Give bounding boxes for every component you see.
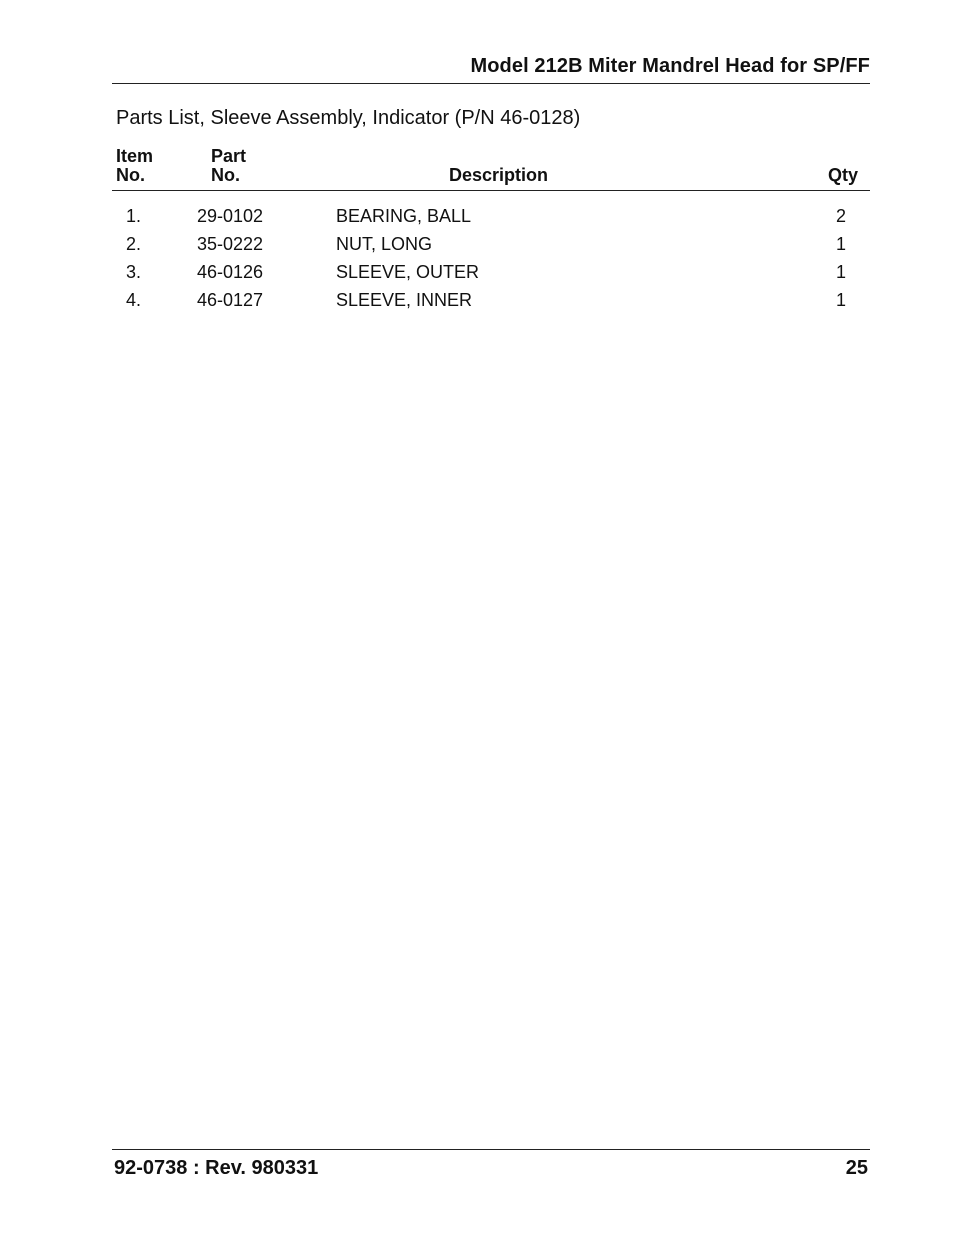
part-number: 35-0222 xyxy=(197,234,264,254)
part-description: NUT, LONG xyxy=(336,234,433,254)
part-number: 29-0102 xyxy=(197,206,264,226)
part-description: BEARING, BALL xyxy=(336,206,472,226)
page-footer xyxy=(112,1149,870,1183)
part-quantity: 1 xyxy=(835,234,846,254)
page-header xyxy=(112,55,870,84)
column-header-qty: Qty xyxy=(827,165,858,185)
table-row xyxy=(112,232,870,260)
item-number: 4. xyxy=(126,290,142,310)
parts-list-title: Parts List, Sleeve Assembly, Indicator (P/N 46-0128) xyxy=(116,107,581,129)
document-revision: 92-0738 : Rev. 980331 xyxy=(114,1157,319,1179)
part-quantity: 2 xyxy=(835,206,846,226)
page-number: 25 xyxy=(845,1157,868,1179)
parts-table-body xyxy=(112,204,870,316)
part-description: SLEEVE, OUTER xyxy=(336,262,480,282)
item-number: 3. xyxy=(126,262,142,282)
column-header-item-line2: No. xyxy=(116,165,145,185)
parts-table-header xyxy=(112,145,870,191)
column-header-description: Description xyxy=(449,165,549,185)
table-row xyxy=(112,260,870,288)
column-header-item-no xyxy=(116,147,153,185)
column-header-part-line1: Part xyxy=(211,146,247,166)
column-header-part-line2: No. xyxy=(211,165,240,185)
part-description: SLEEVE, INNER xyxy=(336,290,473,310)
table-row xyxy=(112,204,870,232)
column-header-item-line1: Item xyxy=(116,146,154,166)
part-number: 46-0127 xyxy=(197,290,264,310)
part-quantity: 1 xyxy=(835,262,846,282)
part-number: 46-0126 xyxy=(197,262,264,282)
column-header-part-no xyxy=(211,147,246,185)
item-number: 2. xyxy=(126,234,142,254)
item-number: 1. xyxy=(126,206,142,226)
table-row xyxy=(112,288,870,316)
manual-title: Model 212B Miter Mandrel Head for SP/FF xyxy=(470,55,870,77)
part-quantity: 1 xyxy=(835,290,846,310)
